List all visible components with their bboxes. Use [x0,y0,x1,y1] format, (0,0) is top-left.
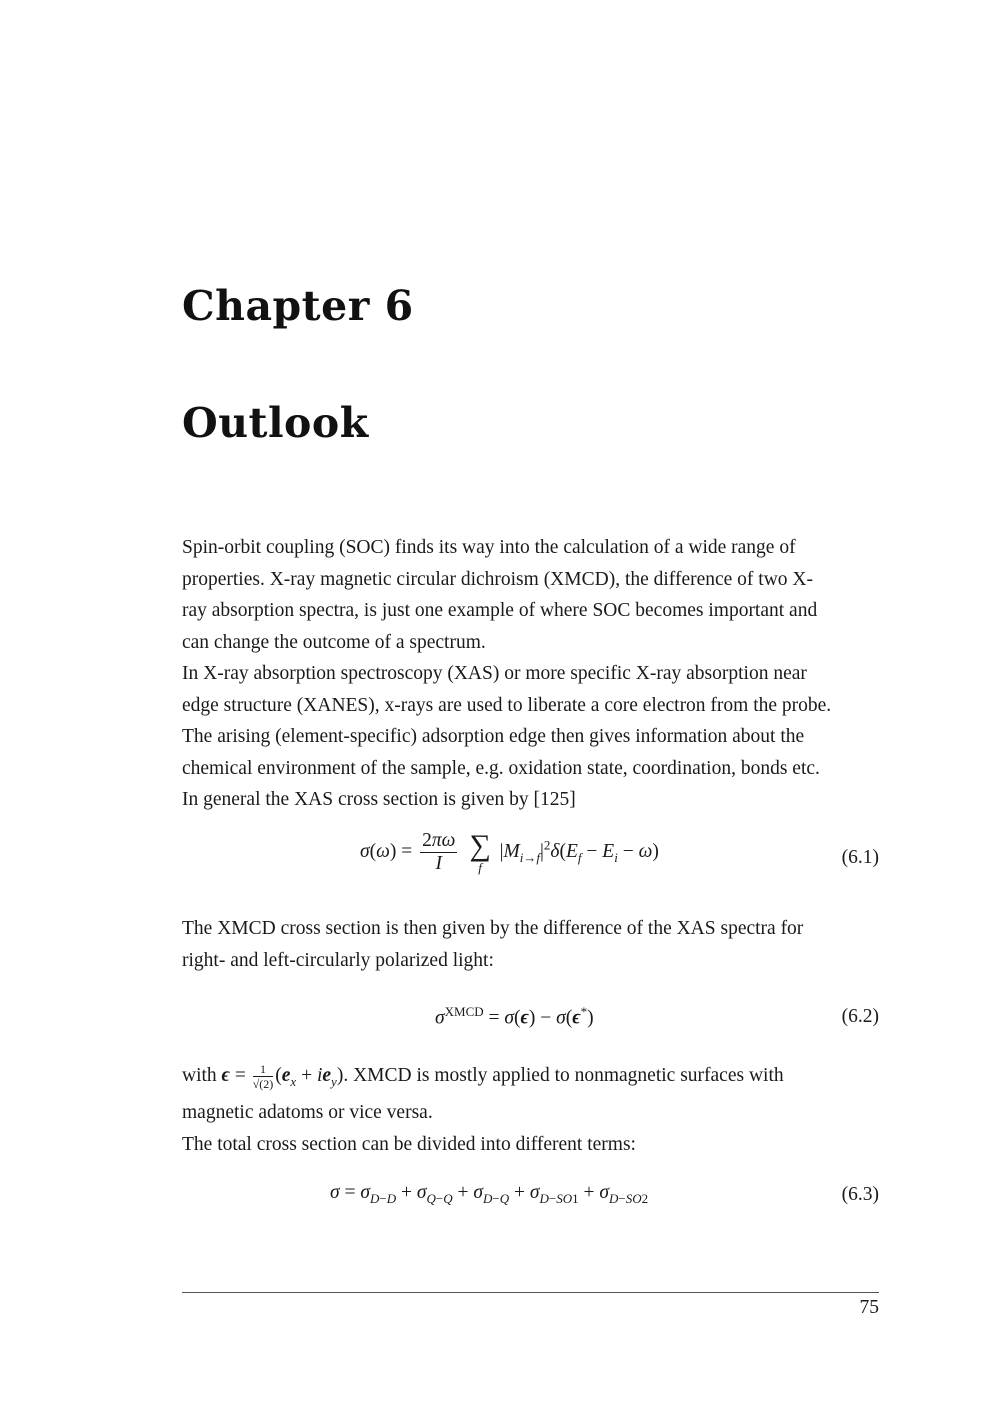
equation-number: (6.1) [841,847,879,868]
equation-body: $\sigma^{XMCD} = \sigma(\epsilon) - \sigma(\epsilon^*)$ [435,1004,594,1029]
chapter-label: Chapter 6 [182,282,414,330]
equation-number: (6.3) [841,1184,879,1205]
text-line: chemical environment of the sample, e.g. oxidation state, coordination, bonds etc. [182,757,820,779]
paragraph-polarization [182,1060,879,1160]
page-number: 75 [859,1297,879,1318]
equation-number: (6.2) [841,1006,879,1027]
equation-6-3 [182,1182,879,1242]
text-line: right- and left-circularly polarized light: [182,949,494,971]
text-line: The arising (element-specific) adsorption edge then gives information about the [182,726,805,747]
paragraph-xmcd [182,913,879,976]
equation-6-1 [182,830,879,890]
chapter-title: Outlook [182,399,369,447]
text-line: In general the XAS cross section is given by [125] [182,789,576,810]
paragraph-intro [182,532,879,658]
equation-body: $\sigma = \sigma_{D-D} + \sigma_{Q-Q} + \sigma_{D-Q} + \sigma_{D-SO1} + \sigma_{D-SO2}$ [330,1182,649,1206]
text-line: The XMCD cross section is then given by the difference of the XAS spectra for [182,918,804,939]
footer-rule [182,1292,879,1293]
equation-body: σ(ω) = $\frac{2\pi\omega}{I}$ ∑ f $|M_{i\to f}|^2\delta(E_f - E_i - \omega)$ [360,828,659,875]
paragraph-xas [182,658,879,816]
text-line: The total cross section can be divided into different terms: [182,1133,636,1155]
text-line: In X-ray absorption spectroscopy (XAS) or more specific X-ray absorption near [182,663,807,684]
text-line: ray absorption spectra, is just one example of where SOC becomes important and [182,600,818,621]
equation-6-2 [182,1004,879,1064]
text-line: magnetic adatoms or vice versa. [182,1102,433,1124]
text-line: with ϵ = $\frac{1}{√(2)}$ $(e_x + ie_y)$. XMCD is mostly applied to nonmagnetic surfaces with [182,1061,784,1091]
text-line: properties. X-ray magnetic circular dichroism (XMCD), the difference of two X- [182,568,813,590]
text-line: can change the outcome of a spectrum. [182,631,486,653]
text-line: Spin-orbit coupling (SOC) finds its way into the calculation of a wide range of [182,537,796,558]
text-line: edge structure (XANES), x-rays are used to liberate a core electron from the probe. [182,694,832,716]
